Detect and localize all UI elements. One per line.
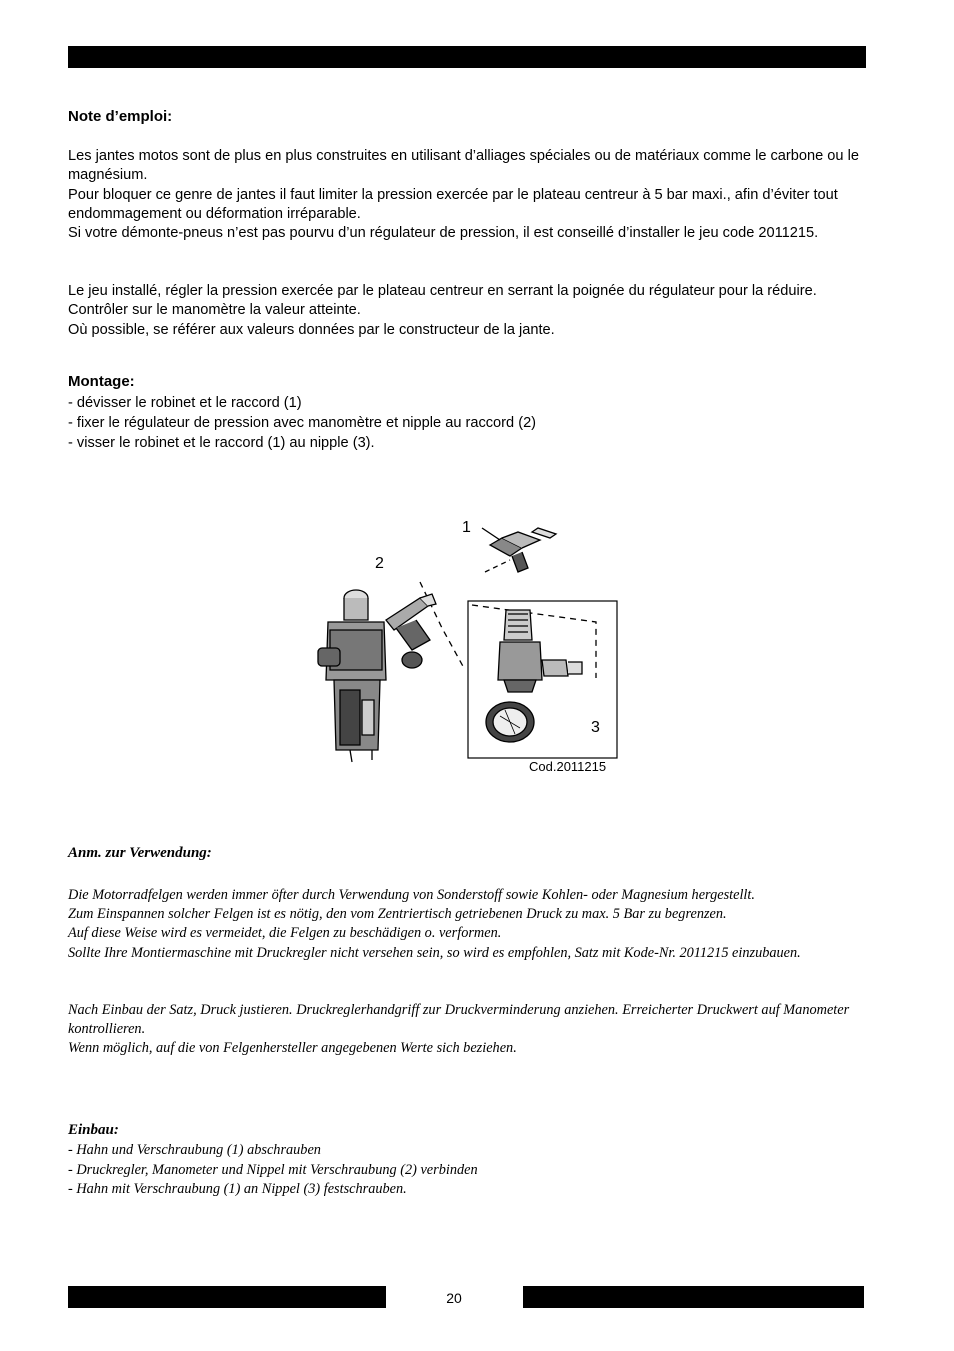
- note-paragraph-1-fr: [68, 147, 868, 243]
- manometer-part: [486, 702, 534, 742]
- note-line: Die Motorradfelgen werden immer öfter durch Verwendung von Sonderstoff sowie Kohlen- oder Magnesium hergestellt.: [68, 887, 755, 903]
- note-line: Zum Einspannen solcher Felgen ist es nötig, den vom Zentriertisch getriebenen Druck zu max. 5 Bar zu begrenzen.: [68, 906, 727, 923]
- list-item: - Hahn und Verschraubung (1) abschrauben: [68, 1142, 321, 1158]
- note-line: Si votre démonte-pneus n’est pas pourvu d’un régulateur de pression, il est conseillé d’installer le jeu code 2011215.: [68, 225, 819, 242]
- list-item: - Hahn mit Verschraubung (1) an Nippel (3) festschrauben.: [68, 1181, 407, 1198]
- list-item: - dévisser le robinet et le raccord (1): [68, 395, 302, 411]
- note-heading-de: Anm. zur Verwendung:: [68, 845, 212, 861]
- montage-heading: Montage:: [68, 373, 135, 390]
- note-paragraph-2-de: [68, 1001, 868, 1059]
- note-heading-fr: Note d’emploi:: [68, 108, 173, 125]
- einbau-heading: Einbau:: [68, 1122, 119, 1138]
- page-number: 20: [446, 1290, 462, 1306]
- valve-fitting-part: [482, 528, 556, 572]
- assembly-figure: [300, 510, 640, 790]
- pressure-regulator-drawing: [300, 510, 640, 790]
- montage-steps: [68, 393, 536, 453]
- list-item: - visser le robinet et le raccord (1) au nipple (3).: [68, 435, 375, 451]
- figure-label-2: 2: [375, 555, 384, 572]
- note-line: Où possible, se référer aux valeurs données par le constructeur de la jante.: [68, 321, 555, 338]
- note-line: Auf diese Weise wird es vermeidet, die Felgen zu beschädigen o. verformen.: [68, 925, 502, 942]
- note-line: Wenn möglich, auf die von Felgenhersteller angegebenen Werte sich beziehen.: [68, 1040, 517, 1057]
- figure-label-1: 1: [462, 519, 471, 536]
- regulator-part: [498, 610, 582, 692]
- note-line: Sollte Ihre Montiermaschine mit Druckregler nicht versehen sein, so wird es empfohlen, Satz mit Kode-Nr. 2011215 einzubauen.: [68, 944, 801, 961]
- footer-bar-right: [523, 1286, 864, 1308]
- figure-code-caption: Cod.2011215: [529, 759, 607, 774]
- note-line: Le jeu installé, régler la pression exercée par le plateau centreur en serrant la poignée du régulateur pour la réduire. Contrôler sur le manomètre la valeur atteinte.: [68, 283, 817, 319]
- note-line: Nach Einbau der Satz, Druck justieren. Druckreglerhandgriff zur Druckverminderung anziehen. Erreicherter Druckwert auf Manometer kontrollieren.: [68, 1002, 850, 1038]
- note-line: Pour bloquer ce genre de jantes il faut limiter la pression exercée par le plateau centreur à 5 bar maxi., afin d’éviter tout endommagement ou déformation irréparable.: [68, 186, 838, 222]
- einbau-steps: [68, 1141, 478, 1200]
- list-item: - Druckregler, Manometer und Nippel mit Verschraubung (2) verbinden: [68, 1161, 478, 1178]
- note-paragraph-1-de: [68, 886, 868, 963]
- note-paragraph-2-fr: [68, 282, 868, 340]
- footer-bar-left: [68, 1286, 386, 1308]
- list-item: - fixer le régulateur de pression avec manomètre et nipple au raccord (2): [68, 415, 537, 431]
- note-line: Les jantes motos sont de plus en plus construites en utilisant d’alliages spéciales ou de matériaux comme le carbone ou le magnésium.: [68, 148, 859, 184]
- figure-label-3: 3: [591, 719, 600, 736]
- connector-part: [386, 594, 436, 668]
- header-bar: [68, 46, 866, 68]
- filter-body-part: [318, 590, 386, 762]
